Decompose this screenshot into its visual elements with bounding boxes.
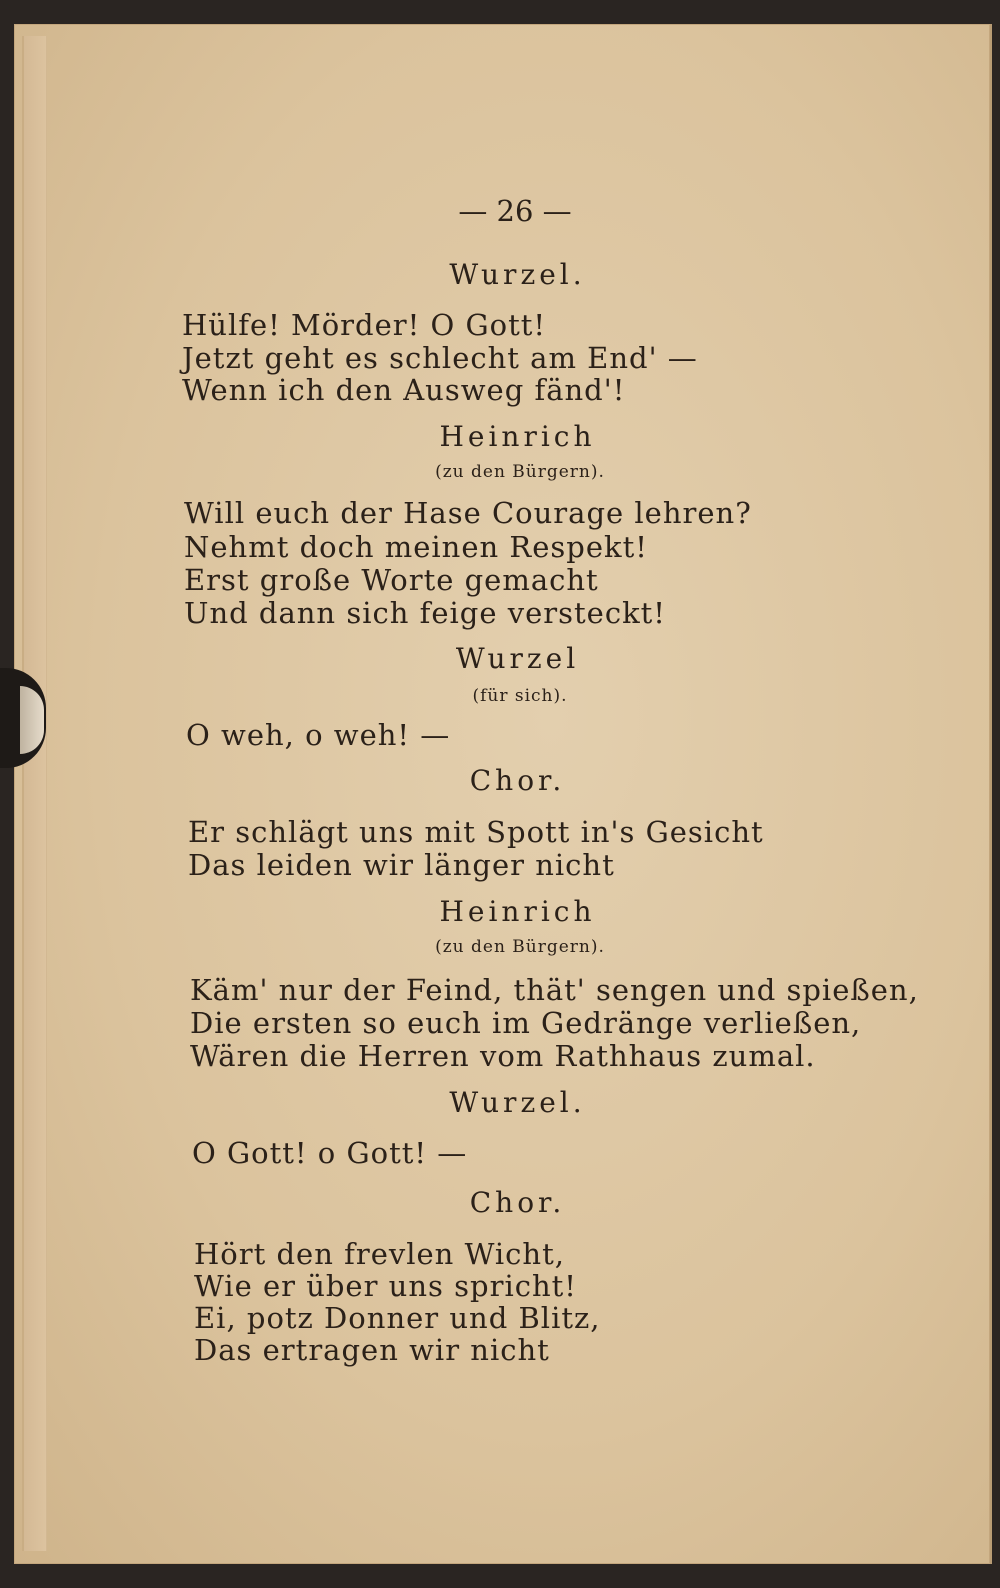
stage-direction: (zu den Bürgern). [435,937,605,957]
verse-line: Wenn ich den Ausweg fänd'! [182,373,626,407]
verse-line: Nehmt doch meinen Respekt! [184,530,648,564]
verse-line: Wären die Herren vom Rathhaus zumal. [190,1039,816,1073]
speaker-name: Heinrich [439,895,596,928]
speaker-name: Chor. [469,764,566,797]
verse-line: Das ertragen wir nicht [194,1333,550,1367]
verse-line: Und dann sich feige versteckt! [184,596,666,630]
speaker-name: Wurzel [455,642,580,675]
verse-line: Die ersten so euch im Gedränge verließen, [190,1006,862,1040]
verse-line: Käm' nur der Feind, thät' sengen und spießen, [190,973,919,1007]
verse-line: Hülfe! Mörder! O Gott! [182,308,547,342]
verse-line: Das leiden wir länger nicht [188,848,615,882]
verse-line: Jetzt geht es schlecht am End' — [182,341,698,375]
verse-line: Will euch der Hase Courage lehren? [184,496,752,530]
stage-direction: (für sich). [472,686,568,706]
verse-line: O weh, o weh! — [186,718,451,752]
verse-line: O Gott! o Gott! — [192,1136,468,1170]
verse-line: Erst große Worte gemacht [184,563,599,597]
stage-direction: (zu den Bürgern). [435,462,605,482]
speaker-name: Wurzel. [449,1086,586,1119]
speaker-name: Chor. [469,1186,566,1219]
verse-line: Hört den frevlen Wicht, [194,1237,565,1271]
speaker-name: Wurzel. [449,258,586,291]
page-number: — 26 — [458,194,572,228]
verse-line: Ei, potz Donner und Blitz, [194,1301,601,1335]
verse-line: Wie er über uns spricht! [194,1269,577,1303]
speaker-name: Heinrich [439,420,596,453]
verse-line: Er schlägt uns mit Spott in's Gesicht [188,815,764,849]
